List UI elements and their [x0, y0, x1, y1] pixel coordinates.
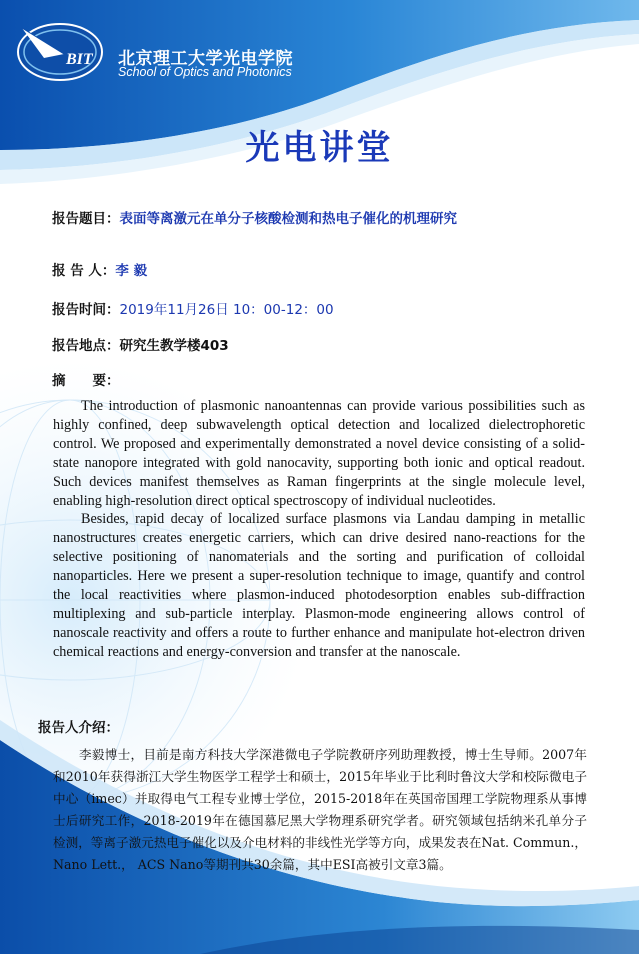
header: [14, 18, 344, 88]
field-topic: [52, 207, 457, 227]
place-label: 报告地点：: [52, 338, 120, 354]
bit-logo: [14, 18, 106, 84]
abstract-paragraph-1: The introduction of plasmonic nanoantennas can provide various possibilities such as highly confined, deep subwavelength optical detection and localized dielectrophoretic control. We proposed and experimentally demonstrated a novel device consisting of a solid-state nanopore integrated with gold nanocavity, supporting both ionic and optical readout. Such devices manifest themselves as Raman fingerprints at the single molecule level, enabling high-resolution direct optical spectroscopy of individual nucleotides.: [53, 398, 585, 509]
abstract-label: 摘 要：: [52, 373, 120, 389]
speaker-label: 报 告 人：: [52, 263, 116, 279]
time-label: 报告时间：: [52, 302, 120, 318]
logo-text: BIT: [66, 51, 93, 68]
field-time: [52, 298, 334, 318]
field-speaker: [52, 259, 147, 279]
bio-label: 报告人介绍：: [38, 720, 119, 736]
abstract-paragraph-2: Besides, rapid decay of localized surface plasmons via Landau damping in metallic nanostructures creates energetic carriers, which can drive desired nano-reactions for the selective positioning of nanomaterials and the sorting and purification of colloidal nanoparticles. Here we present a super-resolution technique to image, quantify and control the local reactivities where plasmon-induced photodesorption enables sub-diffraction multiplexing and sub-particle interplay. Plasmon-mode engineering allows control of nanoscale reactivity and offers a route to further enhance and manipulate hot-electron driven chemical reactions and energy-conversion and transfer at the nanoscale.: [53, 511, 585, 660]
poster-title: 光电讲堂: [245, 128, 394, 168]
school-name-en: School of Optics and Photonics: [118, 65, 292, 79]
school-name-cn: 北京理工大学光电学院: [118, 49, 293, 69]
speaker-value: 李 毅: [115, 263, 148, 279]
time-value: 2019年11月26日 10：00-12：00: [119, 302, 334, 318]
place-value: 研究生教学楼403: [119, 338, 229, 354]
topic-label: 报告题目：: [52, 211, 120, 227]
bio-body: [53, 744, 587, 876]
topic-value: 表面等离激元在单分子核酸检测和热电子催化的机理研究: [119, 211, 457, 227]
field-abstract: [52, 369, 120, 389]
bio-paragraph: 李毅博士，目前是南方科技大学深港微电子学院教研序列助理教授，博士生导师。2007年和2010年获得浙江大学生物医学工程学士和硕士，2015年毕业于比利时鲁汶大学和校际微电子中心（imec）并取得电气工程专业博士学位，2015-2018年在英国帝国理工学院物理系从事博士后研究工作，2018-2019年在德国慕尼黑大学物理系研究学者。研究领域包括纳米孔单分子检测，等离子激元热电子催化以及介电材料的非线性光学等方向，成果发表在Nat. Commun.，Nano Lett.， ACS Nano等期刊共30余篇，其中ESI高被引文章3篇。: [53, 747, 587, 872]
abstract-body: [53, 397, 585, 662]
field-place: [52, 334, 229, 354]
